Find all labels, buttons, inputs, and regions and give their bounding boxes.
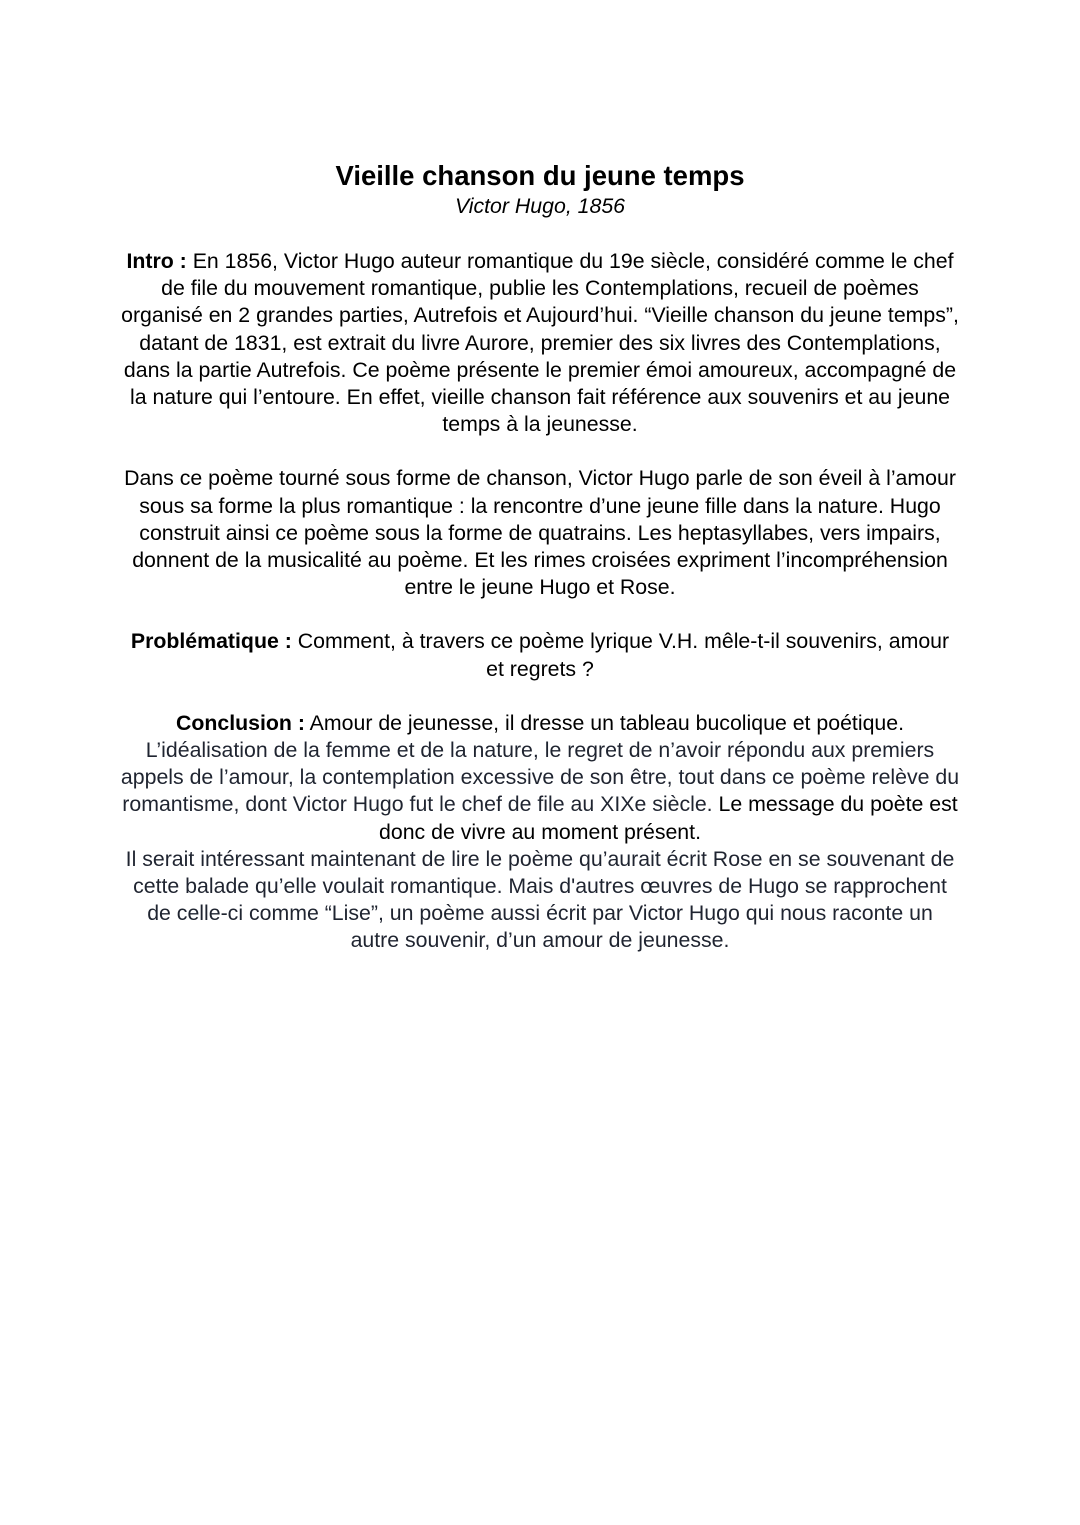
problematique-label: Problématique :	[130, 629, 292, 654]
conclusion-label: Conclusion :	[175, 710, 305, 735]
intro-label: Intro :	[126, 249, 187, 273]
intro-paragraph	[120, 248, 960, 438]
problematique-text: Comment, à travers ce poème lyrique V.H. mêle-t-il souvenirs, amour et regrets ?	[291, 629, 950, 681]
document-title: Vieille chanson du jeune temps	[335, 160, 745, 191]
document-page	[120, 160, 960, 955]
conclusion-paragraph	[120, 710, 960, 846]
document-subtitle: Victor Hugo, 1856	[454, 194, 626, 218]
problematique-paragraph	[120, 628, 960, 682]
body-paragraph: Dans ce poème tourné sous forme de chanson, Victor Hugo parle de son éveil à l’amour sous sa forme la plus romantique : la rencontre d’une jeune fille dans la nature. Hugo construit ainsi ce poème sous la forme de quatrains. Les heptasyllabes, vers impairs, donnent de la musicalité au poème. Et les rimes croisées expriment l’incompréhension entre le jeune Hugo et Rose.	[124, 466, 956, 600]
intro-text: En 1856, Victor Hugo auteur romantique du 19e siècle, considéré comme le chef de file du mouvement romantique, publie les Contemplations, recueil de poèmes organisé en 2 grandes parties, Autrefois et Aujourd’hui. “Vieille chanson du jeune temps”, datant de 1831, est extrait du livre Aurore, premier des six livres des Contemplations, dans la partie Autrefois. Ce poème présente le premier émoi amoureux, accompagné de la nature qui l’entoure. En effet, vieille chanson fait référence aux souvenirs et au jeune temps à la jeunesse.	[121, 249, 959, 437]
conclusion-text-1: Amour de jeunesse, il dresse un tableau bucolique et poétique.	[304, 710, 905, 735]
conclusion-closing: Il serait intéressant maintenant de lire le poème qu’aurait écrit Rose en se souvenant de cette balade qu’elle voulait romantique. Mais d'autres œuvres de Hugo se rapprochent de celle-ci comme “Lise”, un poème aussi écrit par Victor Hugo qui nous raconte un autre souvenir, d’un amour de jeunesse.	[125, 846, 955, 953]
conclusion-text-3: Le message du poète est donc de vivre au moment présent.	[379, 792, 958, 844]
conclusion-text-2: L’idéalisation de la femme et de la nature, le regret de n’avoir répondu aux premiers appels de l’amour, la contemplation excessive de son être, tout dans ce poème relève du romantisme, dont Victor Hugo fut le chef de file au XIXe siècle.	[120, 738, 960, 817]
